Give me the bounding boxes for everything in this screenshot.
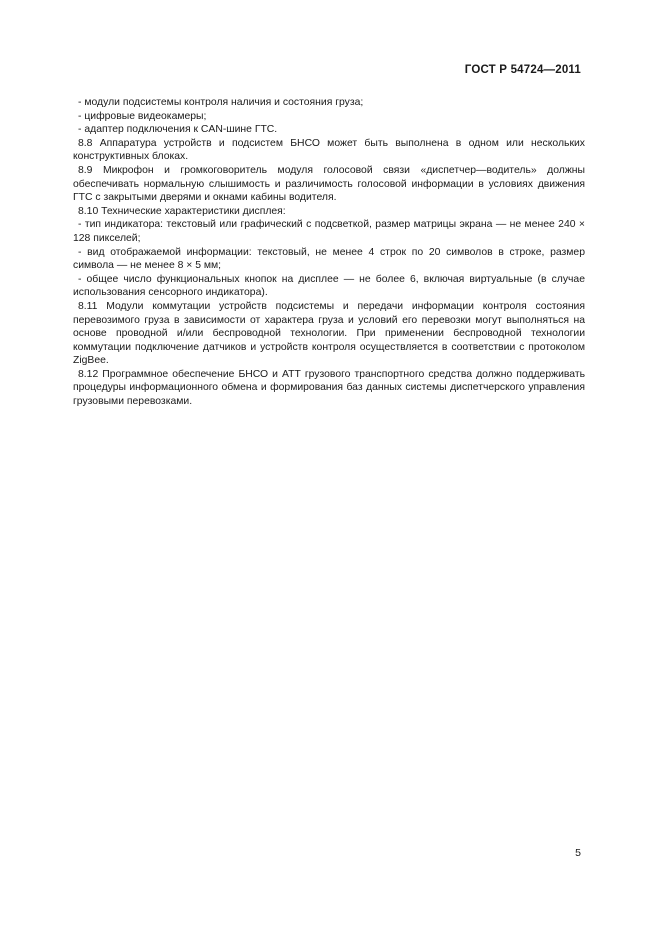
clause-8-11: 8.11 Модули коммутации устройств подсистемы и передачи информации контроля состояния перевозимого груза в зависимости от характера груза и условий его перевозки могут выполняться на основе проводной и/или беспроводной технологии. При применении беспроводной технологии коммутации подключение датчиков и устройств контроля осуществляется в соответствии с протоколом ZigBee. <box>73 300 585 367</box>
list-item-can-adapter: - адаптер подключения к CAN-шине ГТС. <box>78 124 278 136</box>
document-body <box>73 96 585 409</box>
clause-8-8: 8.8 Аппаратура устройств и подсистем БНСО может быть выполнена в одном или нескольких конструктивных блоках. <box>73 137 585 163</box>
clause-8-9: 8.9 Микрофон и громкоговоритель модуля голосовой связи «диспетчер—водитель» должны обеспечивать нормальную слышимость и различимость голосовой информации в условиях движения ГТС с закрытыми дверями и окнами кабины водителя. <box>73 164 585 204</box>
list-item-video-cameras: - цифровые видеокамеры; <box>78 110 207 122</box>
list-item-display-info: - вид отображаемой информации: текстовый, не менее 4 строк по 20 символов в строке, размер символа — не менее 8 × 5 мм; <box>73 246 585 272</box>
document-code: ГОСТ Р 54724—2011 <box>464 64 581 76</box>
page-number: 5 <box>575 847 581 859</box>
clause-8-10: 8.10 Технические характеристики дисплея: <box>78 205 286 217</box>
list-item-buttons-count: - общее число функциональных кнопок на дисплее — не более 6, включая виртуальные (в случае использования сенсорного индикатора). <box>73 273 585 299</box>
clause-8-12: 8.12 Программное обеспечение БНСО и АТТ грузового транспортного средства должно поддерживать процедуры информационного обмена и формирования баз данных системы диспетчерского управления грузовыми перевозками. <box>73 368 585 408</box>
list-item-indicator-type: - тип индикатора: текстовый или графический с подсветкой, размер матрицы экрана — не менее 240 × 128 пикселей; <box>73 219 585 244</box>
list-item-cargo-modules: - модули подсистемы контроля наличия и состояния груза; <box>78 97 364 108</box>
